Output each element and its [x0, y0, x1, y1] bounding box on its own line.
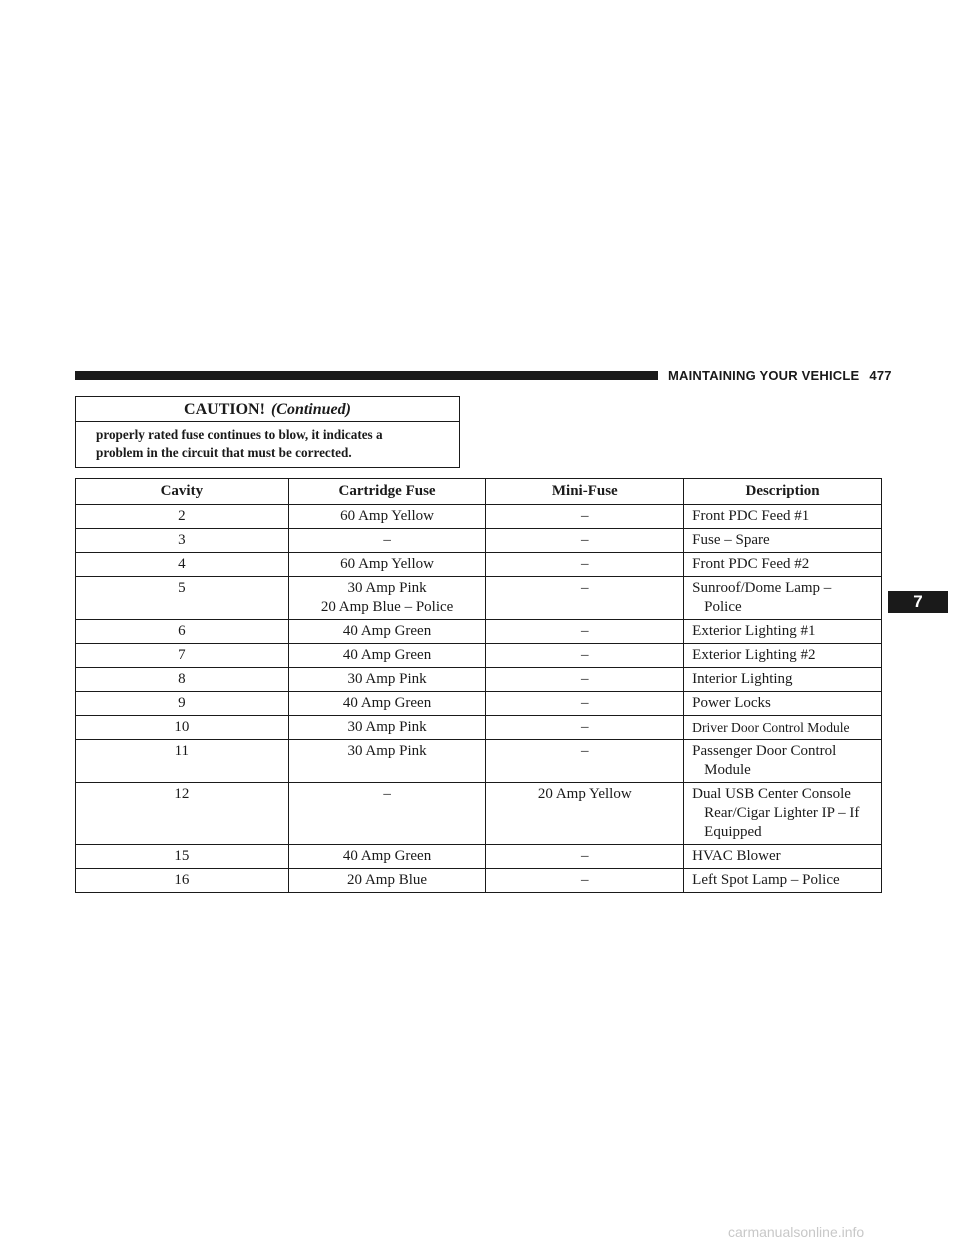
cartridge-fuse-cell	[288, 668, 486, 692]
mini-fuse-cell: 20 Amp Yellow	[486, 783, 684, 845]
description-cell	[684, 577, 882, 620]
cavity-cell: 5	[76, 577, 289, 620]
mini-fuse-cell: –	[486, 620, 684, 644]
caution-line: problem in the circuit that must be corrected.	[96, 445, 352, 460]
cartridge-fuse-cell	[288, 577, 486, 620]
caution-continued: (Continued)	[270, 401, 351, 418]
table-row	[76, 505, 882, 529]
cartridge-fuse-cell	[288, 869, 486, 893]
mini-fuse-cell: –	[486, 668, 684, 692]
cartridge-fuse-line: 20 Amp Blue – Police	[320, 599, 454, 615]
cavity-cell: 12	[76, 783, 289, 845]
cavity-cell: 7	[76, 644, 289, 668]
cartridge-fuse-line: 40 Amp Green	[342, 623, 432, 639]
table-header-row	[76, 479, 882, 505]
cavity-cell: 6	[76, 620, 289, 644]
header-cavity: Cavity	[76, 479, 289, 505]
description-line: Police	[704, 599, 742, 615]
cartridge-fuse-cell	[288, 505, 486, 529]
cartridge-fuse-line: 60 Amp Yellow	[340, 508, 434, 524]
table-row	[76, 869, 882, 893]
cavity-cell: 9	[76, 692, 289, 716]
cartridge-fuse-cell	[288, 740, 486, 783]
watermark: carmanualsonline.info	[728, 1224, 865, 1240]
mini-fuse-cell: –	[486, 869, 684, 893]
table-row	[76, 845, 882, 869]
description-line: Module	[704, 762, 751, 778]
caution-label: CAUTION!	[184, 401, 265, 418]
table-row	[76, 620, 882, 644]
cavity-cell: 3	[76, 529, 289, 553]
mini-fuse-cell: –	[486, 716, 684, 740]
header-mini-fuse: Mini-Fuse	[486, 479, 684, 505]
description-line: Passenger Door Control	[692, 743, 837, 759]
cartridge-fuse-cell	[288, 644, 486, 668]
caution-title	[76, 397, 459, 422]
fuse-table	[75, 478, 882, 893]
table-row	[76, 529, 882, 553]
cartridge-fuse-line: 40 Amp Green	[342, 848, 432, 864]
page-number: 477	[869, 368, 892, 383]
description-line: Power Locks	[692, 695, 771, 711]
table-row	[76, 740, 882, 783]
cartridge-fuse-line: –	[383, 786, 391, 802]
cartridge-fuse-line: 30 Amp Pink	[347, 719, 427, 735]
description-line: Left Spot Lamp – Police	[692, 872, 840, 888]
caution-box	[75, 396, 460, 468]
description-line: Front PDC Feed #1	[692, 508, 810, 524]
cavity-cell: 8	[76, 668, 289, 692]
cartridge-fuse-cell	[288, 620, 486, 644]
cavity-cell: 11	[76, 740, 289, 783]
header-description: Description	[684, 479, 882, 505]
section-title: MAINTAINING YOUR VEHICLE	[668, 368, 860, 383]
description-cell	[684, 692, 882, 716]
table-body	[76, 505, 882, 893]
description-cell	[684, 845, 882, 869]
cartridge-fuse-line: 30 Amp Pink	[347, 671, 427, 687]
description-cell	[684, 869, 882, 893]
table-row	[76, 644, 882, 668]
mini-fuse-cell: –	[486, 529, 684, 553]
cartridge-fuse-cell	[288, 692, 486, 716]
description-line: Front PDC Feed #2	[692, 556, 810, 572]
mini-fuse-cell: –	[486, 692, 684, 716]
caution-line: properly rated fuse continues to blow, it indicates a	[96, 427, 383, 442]
cavity-cell: 16	[76, 869, 289, 893]
description-cell	[684, 505, 882, 529]
table-row	[76, 783, 882, 845]
cavity-cell: 4	[76, 553, 289, 577]
description-line: Equipped	[704, 824, 762, 840]
header-rule	[75, 371, 658, 380]
cartridge-fuse-cell	[288, 845, 486, 869]
caution-body	[76, 422, 459, 462]
description-cell	[684, 716, 882, 740]
cartridge-fuse-line: 30 Amp Pink	[347, 743, 427, 759]
description-line: Exterior Lighting #1	[692, 623, 816, 639]
mini-fuse-cell: –	[486, 577, 684, 620]
description-cell	[684, 783, 882, 845]
cavity-cell: 2	[76, 505, 289, 529]
cartridge-fuse-line: –	[383, 532, 391, 548]
description-line: Interior Lighting	[692, 671, 793, 687]
cartridge-fuse-cell	[288, 529, 486, 553]
cartridge-fuse-line: 40 Amp Green	[342, 695, 432, 711]
cavity-cell: 10	[76, 716, 289, 740]
cartridge-fuse-line: 60 Amp Yellow	[340, 556, 434, 572]
cartridge-fuse-line: 20 Amp Blue	[347, 872, 428, 888]
description-cell	[684, 553, 882, 577]
description-cell	[684, 668, 882, 692]
mini-fuse-cell: –	[486, 505, 684, 529]
running-header	[668, 368, 892, 383]
header-cartridge-fuse: Cartridge Fuse	[288, 479, 486, 505]
description-cell	[684, 529, 882, 553]
table-row	[76, 716, 882, 740]
description-line: Sunroof/Dome Lamp –	[692, 580, 832, 596]
description-line: HVAC Blower	[692, 848, 781, 864]
cartridge-fuse-line: 40 Amp Green	[342, 647, 432, 663]
mini-fuse-cell: –	[486, 553, 684, 577]
description-line: Exterior Lighting #2	[692, 647, 816, 663]
description-cell	[684, 620, 882, 644]
table-row	[76, 577, 882, 620]
mini-fuse-cell: –	[486, 644, 684, 668]
mini-fuse-cell: –	[486, 845, 684, 869]
description-line: Driver Door Control Module	[692, 720, 850, 735]
table-row	[76, 668, 882, 692]
cartridge-fuse-cell	[288, 783, 486, 845]
description-cell	[684, 644, 882, 668]
description-line: Fuse – Spare	[692, 532, 770, 548]
description-cell	[684, 740, 882, 783]
description-line: Dual USB Center Console	[692, 786, 851, 802]
cavity-cell: 15	[76, 845, 289, 869]
cartridge-fuse-cell	[288, 553, 486, 577]
table-row	[76, 692, 882, 716]
mini-fuse-cell: –	[486, 740, 684, 783]
table-row	[76, 553, 882, 577]
cartridge-fuse-cell	[288, 716, 486, 740]
chapter-tab: 7	[888, 591, 948, 613]
cartridge-fuse-line: 30 Amp Pink	[347, 580, 427, 596]
description-line: Rear/Cigar Lighter IP – If	[704, 805, 860, 821]
